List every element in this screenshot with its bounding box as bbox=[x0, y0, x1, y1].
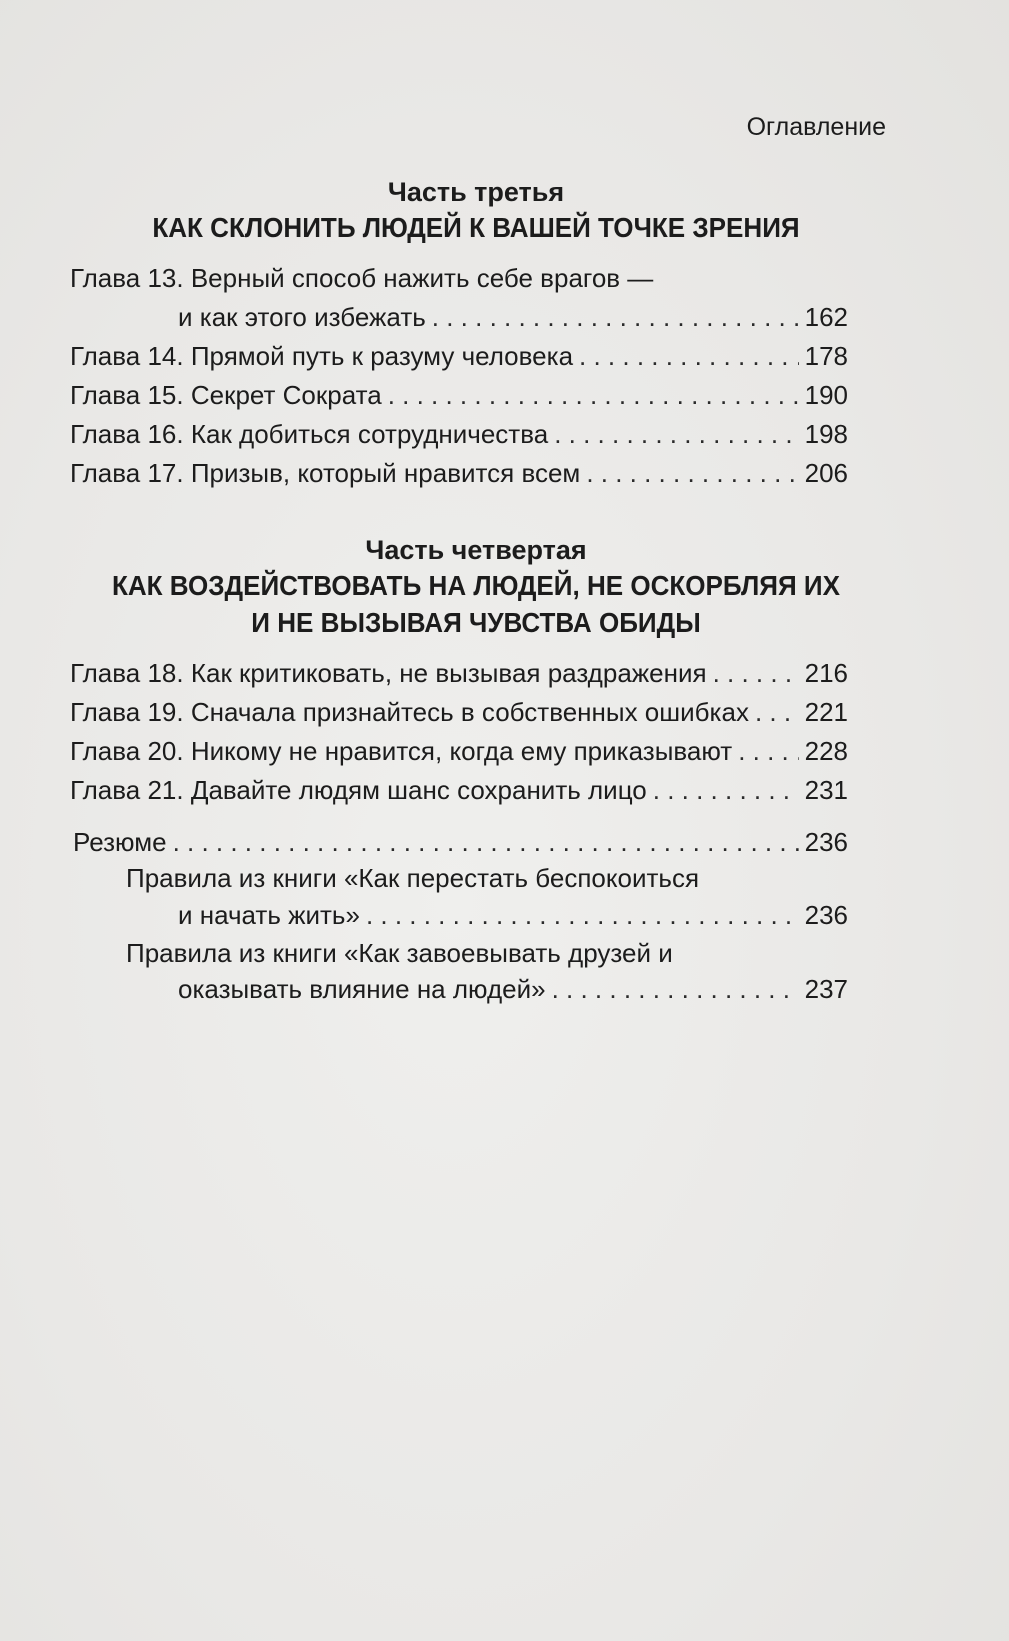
dot-leader bbox=[713, 657, 799, 689]
page-number: 216 bbox=[804, 658, 848, 688]
dot-leader bbox=[388, 379, 799, 411]
dot-leader bbox=[755, 696, 799, 728]
chapter-number: Глава 20. bbox=[70, 736, 184, 766]
toc-entry-chapter-13[interactable] bbox=[178, 301, 848, 333]
chapter-number: Глава 17. bbox=[70, 458, 184, 488]
page-number: 190 bbox=[804, 380, 848, 410]
dot-leader bbox=[366, 899, 799, 931]
page-number: 162 bbox=[804, 302, 848, 332]
entry-title: оказывать влияние на людей» bbox=[178, 974, 546, 1004]
chapter-title: Призыв, который нравится всем bbox=[190, 458, 581, 488]
toc-entry-chapter-14[interactable] bbox=[70, 340, 848, 372]
dot-leader bbox=[653, 774, 799, 806]
page-number: 178 bbox=[804, 341, 848, 371]
chapter-title: Сначала признайтесь в собственных ошибках bbox=[190, 697, 749, 727]
toc-entry-rules-worry[interactable] bbox=[178, 899, 848, 931]
dot-leader bbox=[554, 418, 798, 450]
chapter-number: Глава 16. bbox=[70, 419, 184, 449]
chapter-title: Давайте людям шанс сохранить лицо bbox=[190, 775, 647, 805]
toc-entry-chapter-17[interactable] bbox=[70, 457, 848, 489]
toc-entry-chapter-15[interactable] bbox=[70, 379, 848, 411]
chapter-number: Глава 14. bbox=[70, 341, 184, 371]
toc-entry-summary[interactable] bbox=[73, 826, 848, 858]
toc-entry-chapter-19[interactable] bbox=[70, 696, 848, 728]
chapter-title: Никому не нравится, когда ему приказывают bbox=[190, 736, 733, 766]
chapter-title: и как этого избежать bbox=[178, 302, 426, 332]
page-number: 237 bbox=[804, 974, 848, 1004]
summary-title: Резюме bbox=[73, 827, 167, 857]
part-three-title: КАК СКЛОНИТЬ ЛЮДЕЙ К ВАШЕЙ ТОЧКЕ ЗРЕНИЯ bbox=[152, 212, 800, 243]
dot-leader bbox=[738, 735, 798, 767]
toc-entry-rules-friends-first-line: Правила из книги «Как завоевывать друзей и bbox=[126, 938, 673, 968]
dot-leader bbox=[586, 457, 798, 489]
toc-entry-chapter-21[interactable] bbox=[70, 774, 848, 806]
part-four-title-line-1: КАК ВОЗДЕЙСТВОВАТЬ НА ЛЮДЕЙ, НЕ ОСКОРБЛЯЯ ИХ bbox=[111, 570, 841, 601]
page-number: 231 bbox=[804, 775, 848, 805]
chapter-title: Как добиться сотрудничества bbox=[190, 419, 549, 449]
dot-leader bbox=[552, 973, 799, 1005]
chapter-number: Глава 13. bbox=[70, 263, 184, 293]
part-three-label: Часть третья bbox=[387, 177, 565, 207]
part-four-label: Часть четвертая bbox=[365, 535, 587, 565]
chapter-number: Глава 18. bbox=[70, 658, 184, 688]
chapter-number: Глава 21. bbox=[70, 775, 184, 805]
page-number: 221 bbox=[804, 697, 848, 727]
entry-title: и начать жить» bbox=[178, 900, 360, 930]
chapter-title: Прямой путь к разуму человека bbox=[190, 341, 574, 371]
page-number: 236 bbox=[804, 900, 848, 930]
part-four-title-line-2: И НЕ ВЫЗЫВАЯ ЧУВСТВА ОБИДЫ bbox=[251, 607, 701, 638]
toc-entry-chapter-20[interactable] bbox=[70, 735, 848, 767]
chapter-title: Верный способ нажить себе врагов — bbox=[190, 263, 654, 293]
chapter-number: Глава 19. bbox=[70, 697, 184, 727]
chapter-title: Секрет Сократа bbox=[190, 380, 382, 410]
running-head: Оглавление bbox=[746, 113, 886, 141]
chapter-number: Глава 15. bbox=[70, 380, 184, 410]
toc-entry-rules-friends[interactable] bbox=[178, 973, 848, 1005]
page-number: 206 bbox=[804, 458, 848, 488]
dot-leader bbox=[173, 826, 799, 858]
toc-entry-chapter-13-first-line bbox=[70, 262, 653, 294]
page-number: 198 bbox=[804, 419, 848, 449]
chapter-title: Как критиковать, не вызывая раздражения bbox=[190, 658, 707, 688]
toc-entry-rules-worry-first-line: Правила из книги «Как перестать беспокоиться bbox=[126, 863, 700, 893]
dot-leader bbox=[579, 340, 799, 372]
page-number: 236 bbox=[804, 827, 848, 857]
toc-entry-chapter-18[interactable] bbox=[70, 657, 848, 689]
dot-leader bbox=[432, 301, 799, 333]
toc-entry-chapter-16[interactable] bbox=[70, 418, 848, 450]
page-number: 228 bbox=[804, 736, 848, 766]
